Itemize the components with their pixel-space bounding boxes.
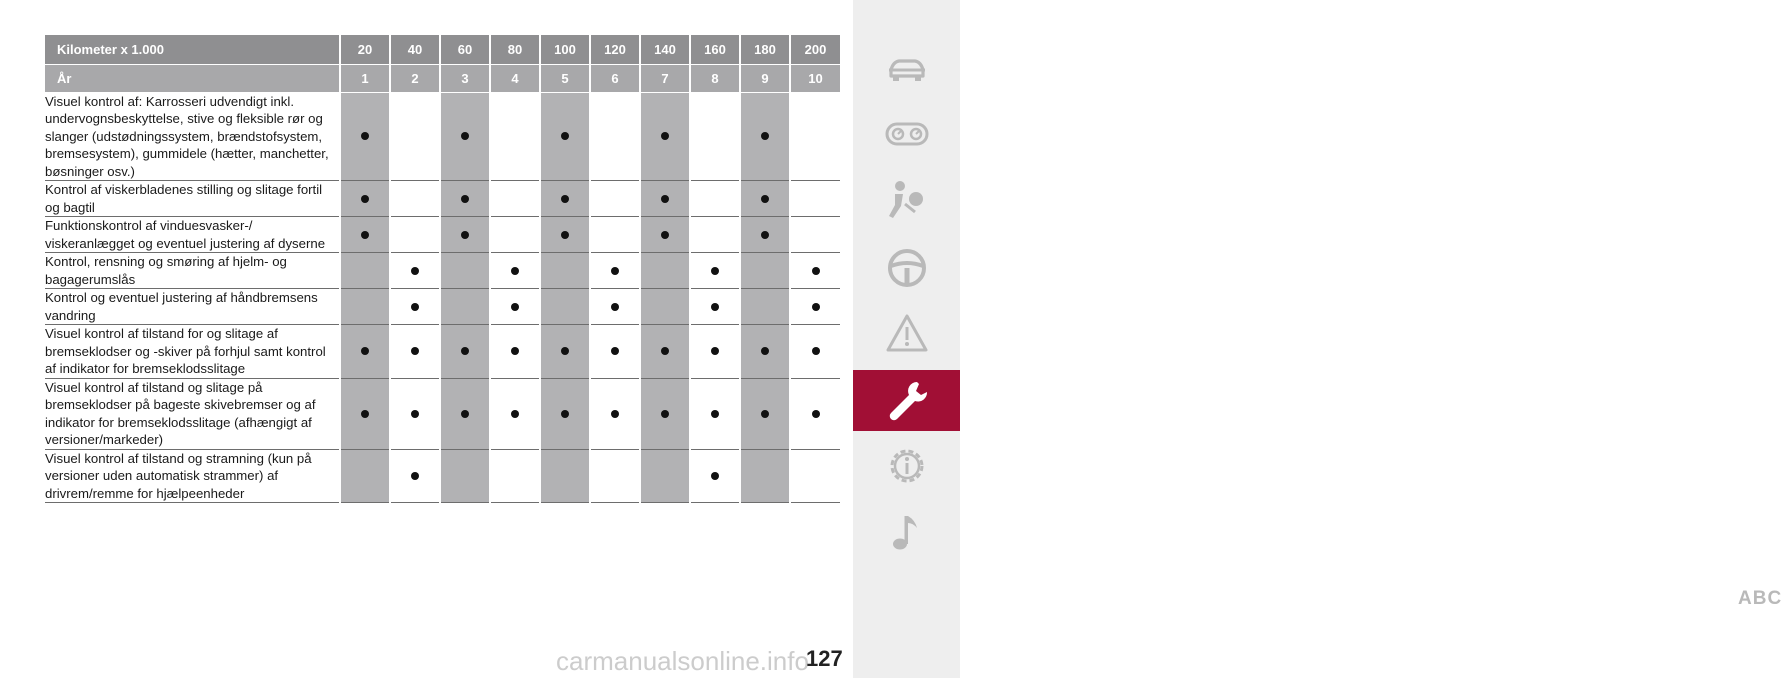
check-dot [361,231,369,239]
interval-cell [590,378,640,449]
interval-cell [440,92,490,181]
interval-cell [490,449,540,503]
schedule-row [45,289,840,325]
row-description: Funktionskontrol af vinduesvasker-/ viskeranlægget og eventuel justering af dyserne [45,217,340,253]
interval-cell [390,217,440,253]
row-description: Kontrol, rensning og smøring af hjelm- og bagagerumslås [45,253,340,289]
km-cell: 140 [640,35,690,64]
interval-cell [340,181,390,217]
interval-cell [390,92,440,181]
interval-cell [740,181,790,217]
interval-cell [690,181,740,217]
km-cell: 40 [390,35,440,64]
maintenance-schedule-table [45,35,840,503]
check-dot [411,472,419,480]
active-chapter-tab[interactable] [853,370,960,431]
interval-cell [340,289,390,325]
year-cell: 9 [740,64,790,92]
check-dot [711,472,719,480]
interval-cell [440,325,490,379]
interval-cell [440,289,490,325]
interval-cell [790,181,840,217]
km-cell: 160 [690,35,740,64]
interval-cell [390,325,440,379]
interval-cell [340,378,390,449]
check-dot [761,195,769,203]
year-cell: 4 [490,64,540,92]
interval-cell [690,289,740,325]
interval-cell [540,289,590,325]
abc-index-label[interactable]: ABC [1738,588,1782,609]
check-dot [812,347,820,355]
chapter-sidebar [853,0,1782,678]
interval-cell [790,289,840,325]
interval-cell [790,378,840,449]
interval-cell [540,181,590,217]
year-cell: 8 [690,64,740,92]
interval-cell [740,378,790,449]
interval-cell [640,92,690,181]
check-dot [561,195,569,203]
check-dot [361,410,369,418]
dashboard-gauges-icon[interactable] [885,112,929,156]
interval-cell [640,325,690,379]
interval-cell [390,378,440,449]
check-dot [511,410,519,418]
interval-cell [640,449,690,503]
year-cell: 5 [540,64,590,92]
year-cell: 10 [790,64,840,92]
interval-cell [740,289,790,325]
interval-cell [640,289,690,325]
schedule-row [45,92,840,181]
schedule-row [45,217,840,253]
km-cell: 20 [340,35,390,64]
header-row-year [45,64,840,92]
check-dot [661,132,669,140]
interval-cell [790,217,840,253]
interval-cell [690,217,740,253]
interval-cell [340,325,390,379]
check-dot [511,347,519,355]
interval-cell [340,92,390,181]
year-cell: 6 [590,64,640,92]
check-dot [812,303,820,311]
interval-cell [740,92,790,181]
interval-cell [390,181,440,217]
interval-cell [690,449,740,503]
check-dot [461,347,469,355]
schedule-row [45,449,840,503]
airbag-passenger-icon[interactable] [885,178,929,222]
interval-cell [590,253,640,289]
interval-cell [440,378,490,449]
interval-cell [790,449,840,503]
check-dot [761,132,769,140]
check-dot [761,231,769,239]
check-dot [661,231,669,239]
interval-cell [540,325,590,379]
check-dot [561,132,569,140]
row-description: Visuel kontrol af tilstand og stramning (kun på versioner uden automatisk strammer) af drivrem/remme for hjælpeenheder [45,449,340,503]
interval-cell [540,449,590,503]
schedule-row [45,253,840,289]
check-dot [661,347,669,355]
interval-cell [640,217,690,253]
header-row-km [45,35,840,64]
interval-cell [540,92,590,181]
check-dot [711,303,719,311]
km-cell: 60 [440,35,490,64]
interval-cell [740,325,790,379]
check-dot [461,132,469,140]
interval-cell [690,92,740,181]
interval-cell [490,253,540,289]
check-dot [361,132,369,140]
interval-cell [540,217,590,253]
check-dot [812,410,820,418]
interval-cell [440,217,490,253]
interval-cell [690,325,740,379]
check-dot [461,195,469,203]
music-note-icon[interactable] [885,510,929,554]
watermark: carmanualsonline.info [556,646,809,676]
schedule-body [45,92,840,503]
check-dot [511,267,519,275]
check-dot [461,231,469,239]
interval-cell [590,449,640,503]
page-number: 127 [806,646,843,671]
check-dot [411,303,419,311]
interval-cell [340,253,390,289]
interval-cell [540,253,590,289]
interval-cell [590,92,640,181]
year-cell: 3 [440,64,490,92]
row-description: Visuel kontrol af: Karrosseri udvendigt inkl. undervognsbeskyttelse, stive og fleksible rør og slanger (udstødningssystem, brændstofsystem, bremsesystem), gummidele (hætter, manchetter, bøsninger osv.) [45,92,340,181]
row-description: Visuel kontrol af tilstand for og slitage af bremseklodser og -skiver på forhjul samt kontrol af indikator for bremseklodsslitage [45,325,340,379]
year-cell: 2 [390,64,440,92]
check-dot [611,410,619,418]
interval-cell [790,325,840,379]
interval-cell [640,378,690,449]
info-gear-icon[interactable] [885,444,929,488]
check-dot [711,267,719,275]
check-dot [611,267,619,275]
steering-wheel-icon[interactable] [885,246,929,290]
check-dot [611,347,619,355]
interval-cell [790,92,840,181]
interval-cell [640,253,690,289]
check-dot [611,303,619,311]
interval-cell [490,378,540,449]
check-dot [711,347,719,355]
km-cell: 200 [790,35,840,64]
car-icon[interactable] [885,48,929,92]
interval-cell [490,92,540,181]
row-description: Kontrol af viskerbladenes stilling og slitage fortil og bagtil [45,181,340,217]
check-dot [411,410,419,418]
interval-cell [590,325,640,379]
interval-cell [490,289,540,325]
header-km-label: Kilometer x 1.000 [45,35,340,64]
check-dot [511,303,519,311]
schedule-row [45,378,840,449]
check-dot [411,347,419,355]
interval-cell [490,181,540,217]
interval-cell [790,253,840,289]
check-dot [361,195,369,203]
interval-cell [340,217,390,253]
check-dot [561,231,569,239]
warning-triangle-icon[interactable] [885,312,929,356]
schedule-row [45,181,840,217]
check-dot [361,347,369,355]
interval-cell [640,181,690,217]
interval-cell [440,449,490,503]
check-dot [812,267,820,275]
interval-cell [390,449,440,503]
interval-cell [690,378,740,449]
km-cell: 180 [740,35,790,64]
wrench-icon [883,378,929,424]
interval-cell [590,289,640,325]
check-dot [661,195,669,203]
km-cell: 100 [540,35,590,64]
check-dot [411,267,419,275]
km-cell: 120 [590,35,640,64]
schedule-row [45,325,840,379]
interval-cell [490,217,540,253]
interval-cell [590,181,640,217]
check-dot [561,410,569,418]
interval-cell [490,325,540,379]
check-dot [461,410,469,418]
interval-cell [690,253,740,289]
interval-cell [740,253,790,289]
interval-cell [390,289,440,325]
interval-cell [740,217,790,253]
check-dot [711,410,719,418]
interval-cell [540,378,590,449]
check-dot [761,347,769,355]
interval-cell [590,217,640,253]
row-description: Visuel kontrol af tilstand og slitage på bremseklodser på bageste skivebremser og af indikator for bremseklodsslitage (afhængigt af versioner/markeder) [45,378,340,449]
check-dot [561,347,569,355]
check-dot [661,410,669,418]
interval-cell [440,253,490,289]
interval-cell [740,449,790,503]
year-cell: 1 [340,64,390,92]
km-cell: 80 [490,35,540,64]
interval-cell [390,253,440,289]
check-dot [761,410,769,418]
row-description: Kontrol og eventuel justering af håndbremsens vandring [45,289,340,325]
year-cell: 7 [640,64,690,92]
interval-cell [440,181,490,217]
header-year-label: År [45,64,340,92]
interval-cell [340,449,390,503]
